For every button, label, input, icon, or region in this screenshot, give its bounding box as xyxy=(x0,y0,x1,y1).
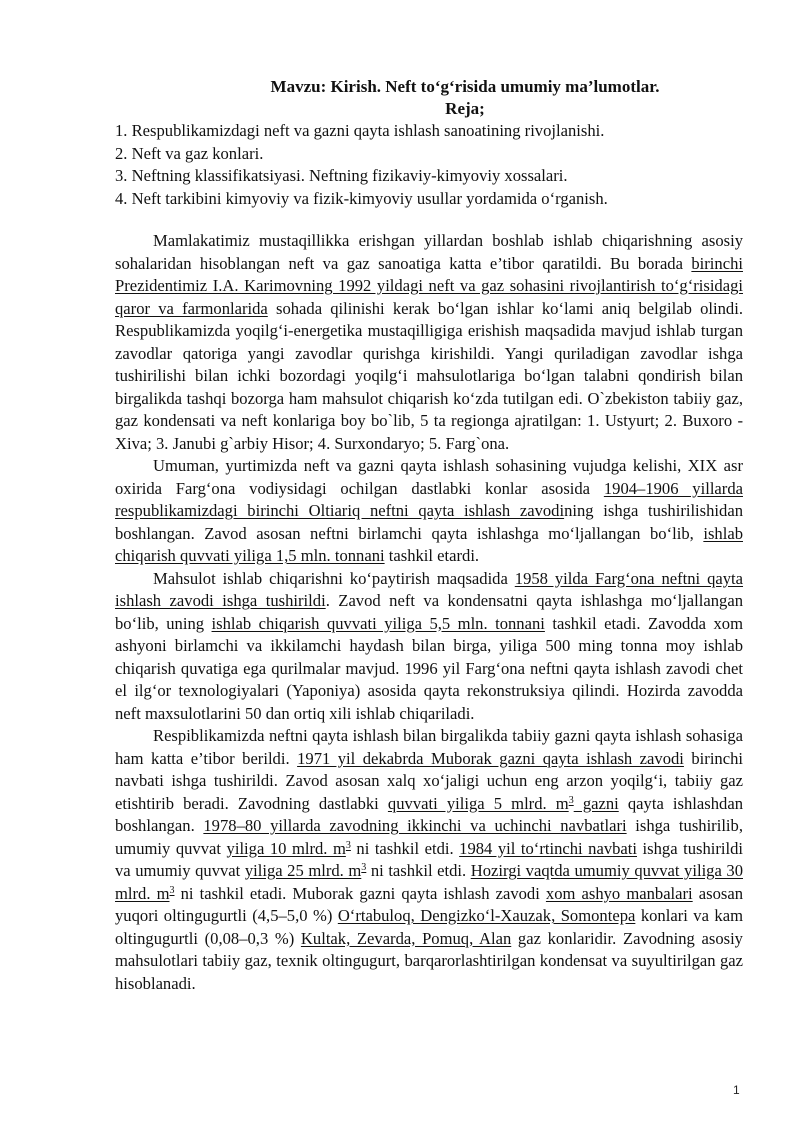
plan-list xyxy=(115,120,743,210)
text-run: ning ishga tushirilishidan boshlangan. Zavod asosan neftni birlamchi qayta ishlashga mo‘ljallangan bo‘lib, xyxy=(115,501,743,543)
underlined-text: yiliga 25 mlrd. m xyxy=(244,861,362,880)
underlined-text: Hozirgi vaqtda umumiy quvvat yiliga 30 mlrd. m xyxy=(115,861,743,903)
text-run: gaz konlaridir. Zavodning asosiy mahsulotlari tabiiy gaz, texnik oltingugurt, barqarorlashtirilgan kondensat va suyultirilgan gaz hisoblanadi. xyxy=(115,928,743,993)
text-run: Mahsulot ishlab chiqarishni ko‘paytirish maqsadida xyxy=(153,568,515,588)
text-run: Mamlakatimiz mustaqillikka erishgan yillardan boshlab ishlab chiqarishning asosiy sohalaridan hisoblangan neft va gaz sanoatiga katta e’tibor qaratildi. Bu borada xyxy=(115,231,743,273)
text-run: ishga tushirilib, umumiy quvvat xyxy=(115,816,743,858)
page-number: 1 xyxy=(733,1083,740,1097)
underlined-text: ishlab chiqarish quvvati yiliga 5,5 mln. tonnani xyxy=(211,613,545,633)
plan-item: 1. Respublikamizdagi neft va gazni qayta ishlash sanoatining rivojlanishi. xyxy=(115,121,605,140)
text-run: tashkil etadi. Zavodda xom ashyoni birlamchi va ikkilamchi haydash bilan birga, yiliga 500 ming tonna moy ishlab chiqarish quvatiga ega qurilmalar mavjud. 1996 yil Farg‘ona neftni qayta ishlash zavodi chet el ilg‘or texnologiyalari (Yaponiya) asosida qayta rekonstruksiya qilindi. Hozirda zavodda neft maxsulotlarini 50 dan ortiq xili ishlab chiqariladi. xyxy=(115,613,743,723)
plan-item: 2. Neft va gaz konlari. xyxy=(115,143,264,163)
underlined-text: 1984 yil to‘rtinchi navbati xyxy=(459,838,638,858)
text-run: Umuman, yurtimizda neft va gazni qayta ishlash sohasining vujudga kelishi, XIX asr oxirida Farg‘ona vodiysidagi ochilgan dastlabki konlar asosida xyxy=(115,456,743,498)
text-run: ni tashkil etadi. Muborak gazni qayta ishlash zavodi xyxy=(174,883,546,903)
page-title: Mavzu: Kirish. Neft to‘g‘risida umumiy ma’lumotlar. xyxy=(270,77,660,96)
text-run: sohada qilinishi kerak bo‘lgan ishlar ko‘lami aniq belgilab olindi. Respublikamizda yoqilg‘i-energetika mustaqilligiga erishish maqsadida mavjud ishlab turgan zavodlar qatoriga yangi zavodlar qurishga kirishildi. Yangi quriladigan zavodlar ishga tushirilishi bilan ichki bozordagi yoqilg‘i mahsulotlariga bo‘lgan talabni qondirish bilan birgalikda tashqi bozorga ham mahsulot chiqarish ko‘zda tutilgan edi. O`zbekiston tabiiy gaz, gaz kondensati va neft konlariga boy bo`lib, 5 ta regionga ajratilgan: 1. Ustyurt; 2. Buxoro - Xiva; 3. Janubi g`arbiy Hisor; 4. Surxondaryo; 5. Farg`ona. xyxy=(115,298,743,453)
text-run: qayta ishlashdan boshlangan. xyxy=(115,793,743,835)
plan-item: 4. Neft tarkibini kimyoviy va fizik-kimyoviy usullar yordamida o‘rganish. xyxy=(115,188,608,208)
text-run: . Zavod neft va kondensatni qayta ishlashga mo‘ljallangan bo‘lib, uning xyxy=(115,591,743,633)
body-text xyxy=(115,230,743,995)
text-run: tashkil etardi. xyxy=(384,546,480,565)
text-run: Respiblikamizda neftni qayta ishlash bilan birgalikda tabiiy gazni qayta ishlash sohasiga ham katta e’tibor berildi. xyxy=(115,726,743,768)
underlined-text: 1978–80 yillarda zavodning ikkinchi va uchinchi navbatlari xyxy=(203,816,627,835)
superscript: 3 xyxy=(169,884,175,896)
underlined-text: quvvati yiliga 5 mlrd. m xyxy=(387,793,569,813)
underlined-text: Kultak, Zevarda, Pomuq, Alan xyxy=(300,928,512,948)
underlined-text: birinchi Prezidentimiz I.A. Karimovning 1992 yildagi neft va gaz sohasini rivojlantirish to‘g‘risidagi qaror va farmonlarida xyxy=(115,253,743,318)
plan-heading: Reja; xyxy=(445,99,485,118)
superscript: 3 xyxy=(568,794,574,806)
text-run: konlari va kam oltingugurtli (0,08–0,3 %) xyxy=(115,906,743,948)
page-content xyxy=(115,76,743,995)
paragraph xyxy=(115,230,743,455)
underlined-text: 1904–1906 yillarda respublikamizdagi birinchi Oltiariq neftni qayta ishlash zavodi xyxy=(115,478,743,520)
underlined-text: gazni xyxy=(573,793,619,813)
text-run: ni tashkil etdi. xyxy=(366,861,471,880)
text-run: birinchi navbati ishga tushirildi. Zavod asosan xalq xo‘jaligi uchun eng arzon yoqilg‘i, tabiiy gaz etishtirib beradi. Zavodning dastlabki xyxy=(115,748,744,813)
text-run: asosan yuqori oltingugurtli (4,5–5,0 %) xyxy=(115,883,744,925)
superscript: 3 xyxy=(345,839,351,851)
paragraph xyxy=(115,725,743,995)
underlined-text: 1971 yil dekabrda Muborak gazni qayta ishlash zavodi xyxy=(297,748,684,768)
underlined-text: yiliga 10 mlrd. m xyxy=(226,838,346,858)
underlined-text: 1958 yilda Farg‘ona neftni qayta ishlash zavodi ishga tushirildi xyxy=(115,568,744,610)
plan-item: 3. Neftning klassifikatsiyasi. Neftning fizikaviy-kimyoviy xossalari. xyxy=(115,166,568,185)
paragraph xyxy=(115,455,743,568)
underlined-text: xom ashyo manbalari xyxy=(545,883,693,903)
text-run: ishga tushirildi va umumiy quvvat xyxy=(115,838,744,880)
underlined-text: O‘rtabuloq, Dengizko‘l-Xauzak, Somontepa xyxy=(337,906,636,925)
text-run: ni tashkil etdi. xyxy=(350,838,460,858)
paragraph xyxy=(115,568,743,726)
superscript: 3 xyxy=(361,862,367,873)
underlined-text: ishlab chiqarish quvvati yiliga 1,5 mln. tonnani xyxy=(115,523,743,565)
